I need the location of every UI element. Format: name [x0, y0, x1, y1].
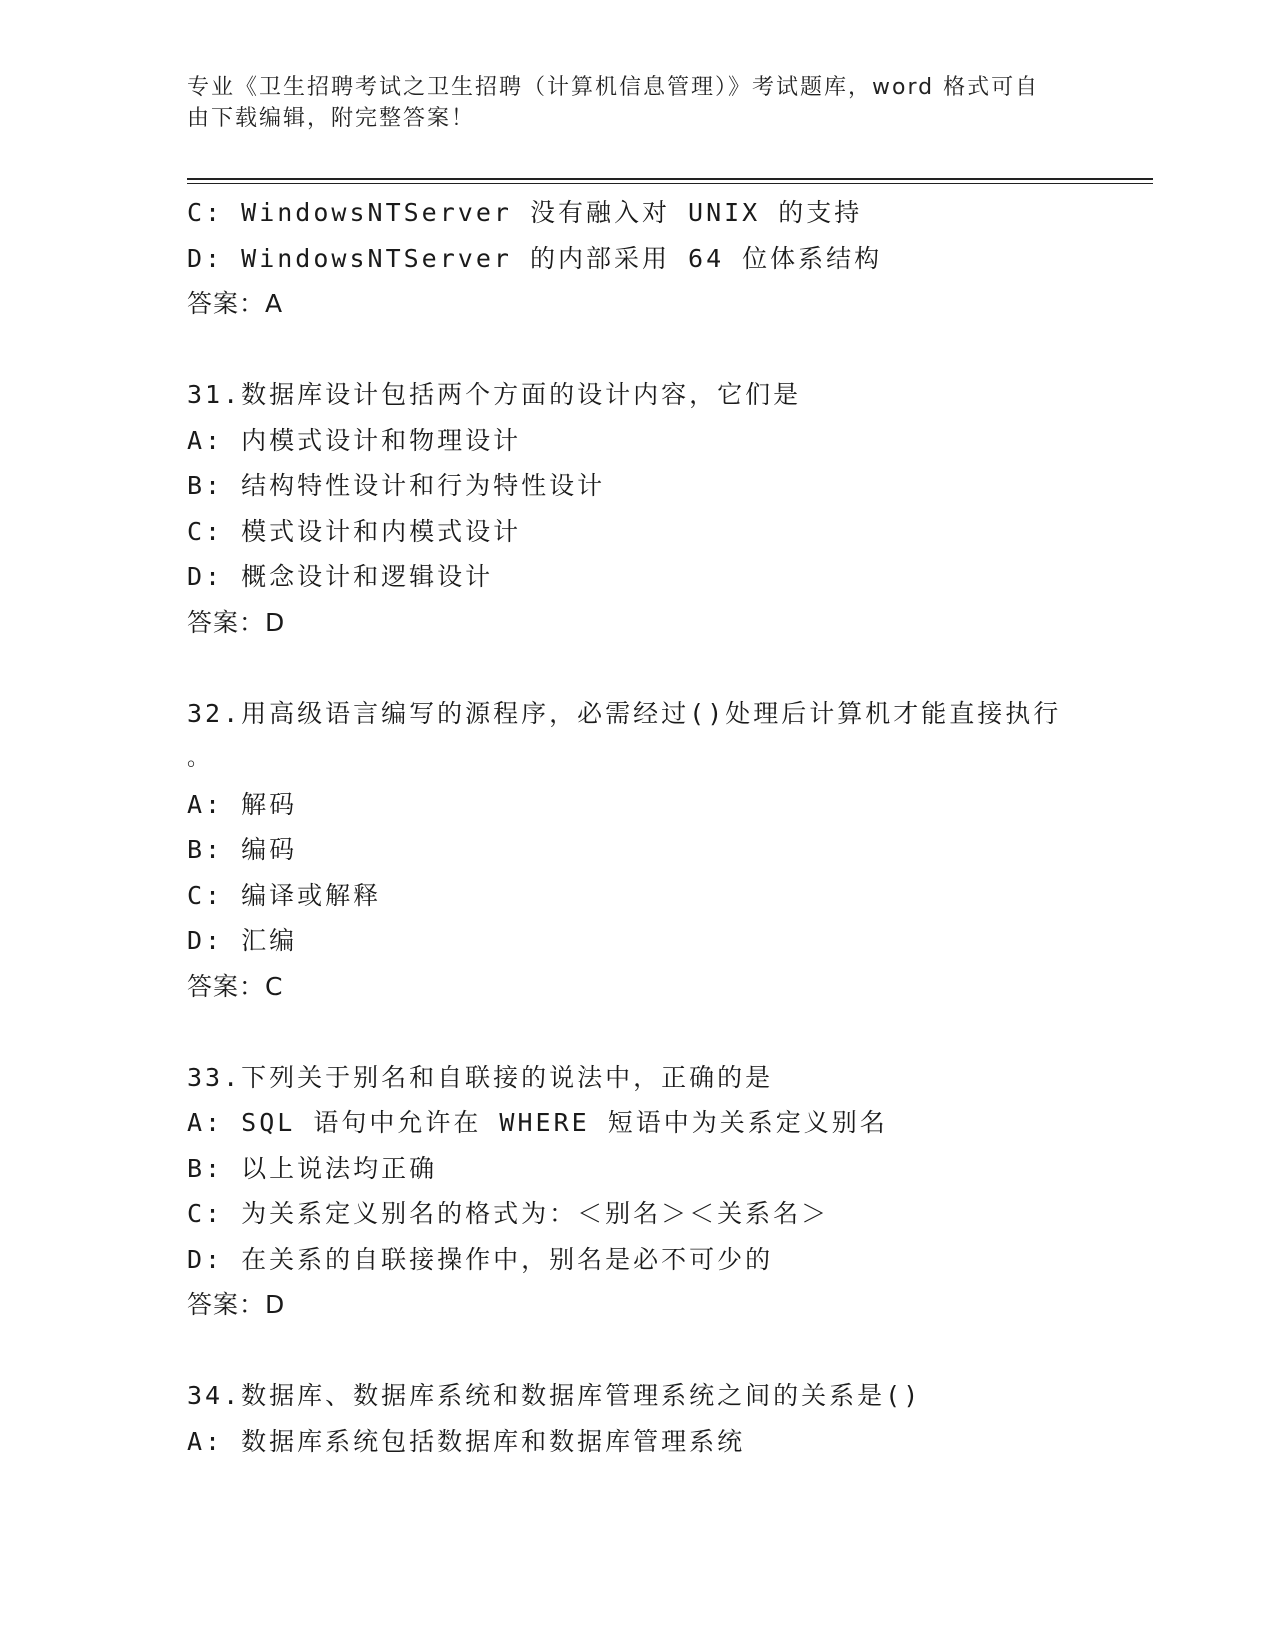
option-a: A: 数据库系统包括数据库和数据库管理系统	[187, 1426, 746, 1456]
spacer	[187, 1009, 1087, 1055]
option-a: A: 解码	[187, 789, 298, 819]
spacer	[187, 645, 1087, 691]
header-line-2: 由下载编辑，附完整答案！	[187, 106, 476, 131]
option-c: C: 编译或解释	[187, 880, 382, 910]
header-divider-thin	[187, 183, 1153, 184]
question-text: 32.用高级语言编写的源程序，必需经过()处理后计算机才能直接执行	[187, 698, 1062, 728]
option-c: C: WindowsNTServer 没有融入对 UNIX 的支持	[187, 198, 863, 227]
answer-line: 答案：D	[187, 607, 286, 637]
header-divider	[187, 178, 1153, 180]
question-block-previous	[187, 190, 1087, 327]
option-b: B: 编码	[187, 835, 298, 864]
question-block-33	[187, 1055, 1087, 1328]
answer-line: 答案：C	[187, 971, 284, 1001]
question-block-31	[187, 372, 1087, 645]
option-c: C: 模式设计和内模式设计	[187, 516, 522, 546]
question-text: 33.下列关于别名和自联接的说法中，正确的是	[187, 1062, 774, 1092]
option-d: D: 汇编	[187, 926, 298, 955]
option-d: D: WindowsNTServer 的内部采用 64 位体系结构	[187, 243, 883, 273]
option-b: B: 结构特性设计和行为特性设计	[187, 471, 606, 500]
question-block-34	[187, 1373, 1087, 1464]
header-line-1: 专业《卫生招聘考试之卫生招聘（计算机信息管理）》考试题库，word 格式可自	[187, 75, 1040, 100]
option-c: C: 为关系定义别名的格式为：＜别名＞＜关系名＞	[187, 1199, 830, 1228]
question-text: 34.数据库、数据库系统和数据库管理系统之间的关系是()	[187, 1381, 922, 1410]
question-block-32	[187, 691, 1087, 1010]
option-b: B: 以上说法均正确	[187, 1153, 438, 1183]
spacer	[187, 327, 1087, 373]
spacer	[187, 1328, 1087, 1374]
question-text: 31.数据库设计包括两个方面的设计内容，它们是	[187, 380, 802, 409]
answer-line: 答案：A	[187, 289, 284, 318]
option-d: D: 在关系的自联接操作中，别名是必不可少的	[187, 1244, 774, 1274]
document-header	[187, 72, 1087, 134]
question-list	[187, 190, 1087, 1464]
option-a: A: SQL 语句中允许在 WHERE 短语中为关系定义别名	[187, 1108, 888, 1137]
question-text-continuation: 。	[187, 746, 213, 771]
option-d: D: 概念设计和逻辑设计	[187, 562, 494, 591]
option-a: A: 内模式设计和物理设计	[187, 425, 522, 455]
answer-line: 答案：D	[187, 1290, 286, 1319]
